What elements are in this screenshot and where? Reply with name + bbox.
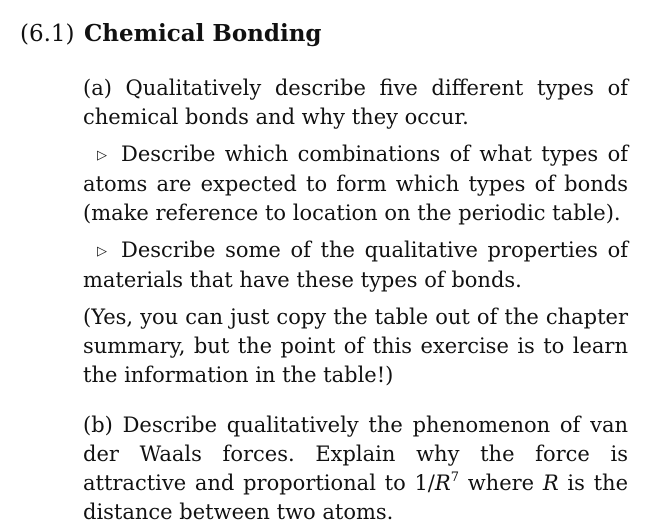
problem-6-1	[20, 18, 640, 527]
triangle-bullet-icon: ▷	[97, 244, 107, 259]
problem-number: (6.1)	[20, 21, 75, 47]
part-a-bullet-1-text: Describe which combinations of what types of atoms are expected to form which types of bonds (make reference to location on the periodic table).	[83, 142, 628, 225]
math-exponent: 7	[450, 470, 459, 485]
math-variable-r: R	[434, 471, 451, 495]
part-b-text-before: (b) Describe qualitatively the phenomenon of van der Waals forces. Explain why the force is attractive and proportional to 1/	[83, 413, 628, 495]
triangle-bullet-icon: ▷	[97, 148, 107, 163]
part-a-bullet-1	[83, 140, 628, 228]
part-b-text	[83, 411, 628, 527]
problem-title: Chemical Bonding	[84, 20, 322, 47]
part-b-text-mid: where	[458, 471, 543, 495]
math-variable-r-2: R	[542, 471, 559, 495]
problem-heading	[20, 18, 640, 50]
part-a-bullet-2	[83, 236, 628, 295]
part-b-text-after: is the distance between two atoms.	[83, 471, 628, 524]
part-a-bullet-2-text: Describe some of the qualitative properties of materials that have these types of bonds.	[83, 238, 628, 292]
part-a-note: (Yes, you can just copy the table out of the chapter summary, but the point of this exercise is to learn the information in the table!)	[83, 305, 628, 387]
problem-parts	[83, 74, 628, 527]
part-a-text: (a) Qualitatively describe five different types of chemical bonds and why they occur.	[83, 76, 628, 129]
